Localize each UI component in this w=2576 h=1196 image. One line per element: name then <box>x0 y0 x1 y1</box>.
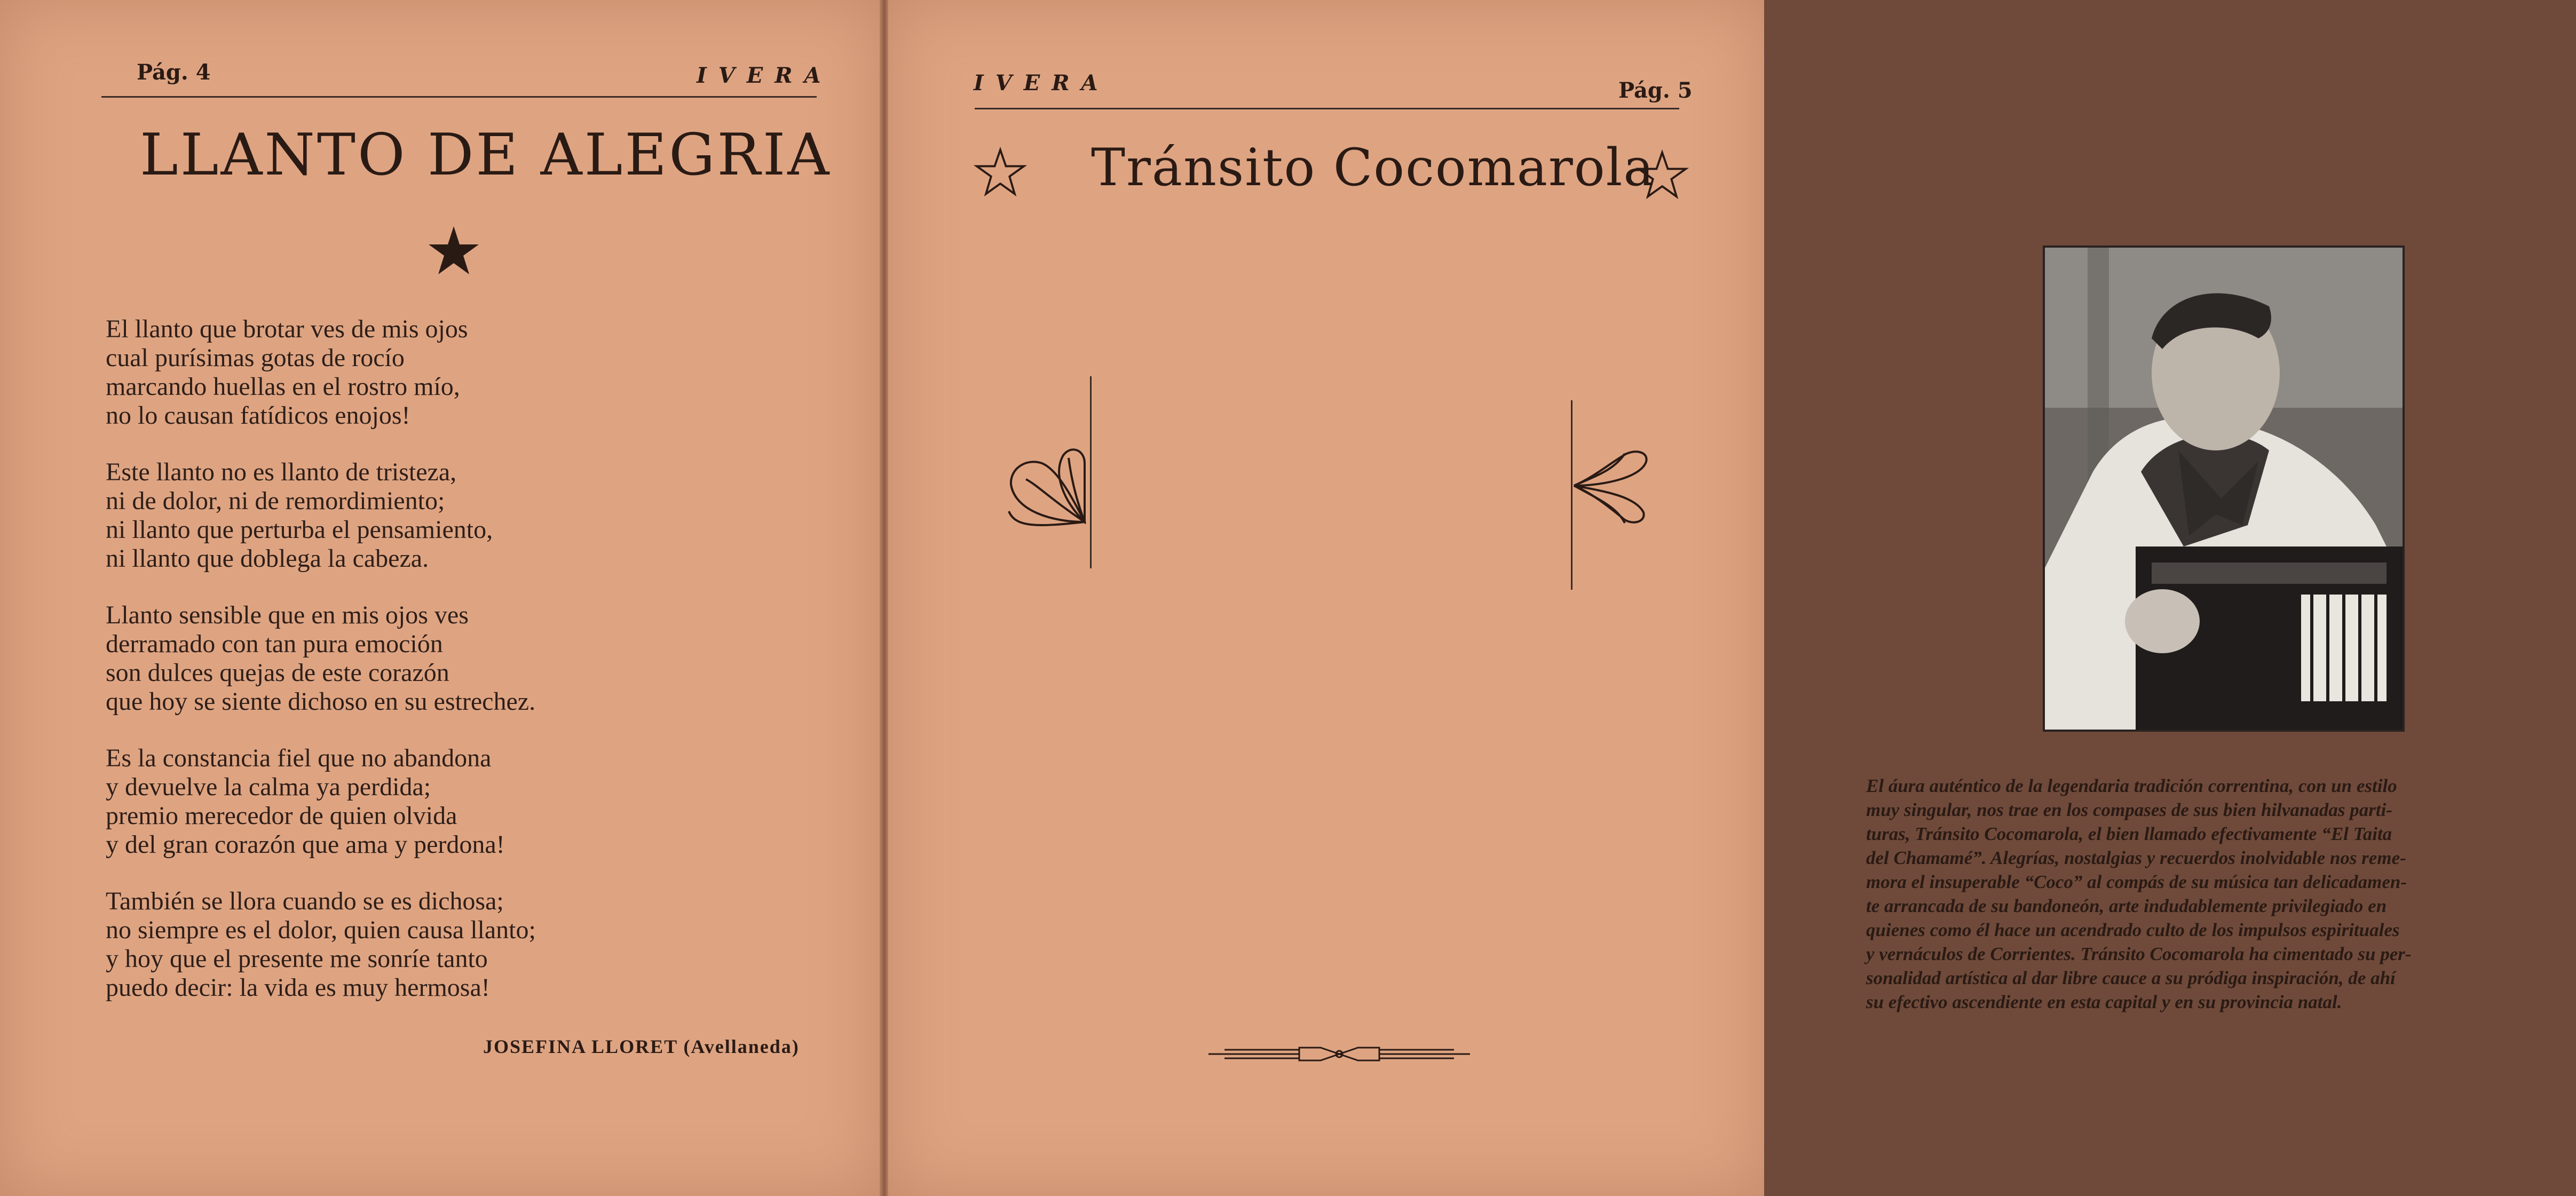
fan-ornament-icon <box>1005 442 1090 533</box>
description-line: turas, Tránsito Cocomarola, el bien llamado efectivamente “El Taita <box>1866 823 2392 844</box>
stanza <box>106 744 746 859</box>
poem-title: LLANTO DE ALEGRIA <box>140 122 832 188</box>
poem-line: puedo decir: la vida es muy hermosa! <box>106 973 490 1002</box>
header-rule-left <box>101 96 817 98</box>
right-page <box>888 0 2412 1196</box>
poem-line: no siempre es el dolor, quien causa llanto; <box>106 916 536 944</box>
poem-line: y devuelve la calma ya perdida; <box>106 773 431 801</box>
stanza <box>106 315 746 430</box>
brand-header-right: IVERA <box>974 70 1110 96</box>
description-line: muy singular, nos trae en los compases de sus bien hilvanadas parti- <box>1866 799 2392 820</box>
description-line: mora el insuperable “Coco” al compás de su música tan delicadamen- <box>1866 872 2407 892</box>
page-number-right: Pág. 5 <box>1618 78 1693 103</box>
poem-line: ni llanto que doblega la cabeza. <box>106 544 429 573</box>
fan-ornament-icon <box>1571 448 1652 528</box>
description-line: su efectivo ascendiente en esta capital y en su provincia natal. <box>1866 992 2342 1012</box>
description-line: sonalidad artística al dar libre cauce a su pródiga inspiración, de ahí <box>1866 968 2396 988</box>
profile-title: Tránsito Cocomarola <box>1091 138 1655 197</box>
page-number-left: Pág. 4 <box>137 60 211 85</box>
description-line: del Chamamé”. Alegrías, nostalgias y recuerdos inolvidable nos reme- <box>1866 848 2406 868</box>
poem-line: no lo causan fatídicos enojos! <box>106 401 410 430</box>
portrait-photo <box>2043 245 2405 732</box>
brand-header-left: IVERA <box>697 63 833 88</box>
poem-line: premio merecedor de quien olvida <box>106 802 457 830</box>
profile-description <box>1866 774 2576 1014</box>
stanza <box>106 458 746 573</box>
poem-author: JOSEFINA LLORET (Avellaneda) <box>483 1036 800 1057</box>
description-line: y vernáculos de Corrientes. Tránsito Cocomarola ha cimentado su per- <box>1866 944 2412 964</box>
stanza <box>106 601 746 716</box>
poem-line: derramado con tan pura emoción <box>106 630 443 658</box>
stanza <box>106 887 746 1002</box>
poem-line: marcando huellas en el rostro mío, <box>106 373 460 401</box>
description-line: quienes como él hace un acendrado culto de los impulsos espirituales <box>1866 920 2400 940</box>
poem-line: son dulces quejas de este corazón <box>106 659 449 687</box>
star-icon <box>974 147 1027 198</box>
description-line: El áura auténtico de la legendaria tradición correntina, con un estilo <box>1866 775 2397 796</box>
star-icon <box>1635 149 1689 201</box>
poem-line: que hoy se siente dichoso en su estrechez. <box>106 687 536 716</box>
header-rule-right <box>975 108 1679 109</box>
divider-ornament-icon <box>1208 1043 1470 1065</box>
star-icon <box>427 224 480 278</box>
poem-line: cual purísimas gotas de rocío <box>106 344 405 372</box>
vertical-rule-left <box>1090 376 1092 568</box>
description-line: te arrancada de su bandoneón, arte indudablemente privilegiado en <box>1866 896 2387 916</box>
poem-line: También se llora cuando se es dichosa; <box>106 887 504 915</box>
poem-line: El llanto que brotar ves de mis ojos <box>106 315 468 343</box>
bandoneon-player-image <box>2045 248 2403 730</box>
left-page <box>0 0 882 1196</box>
poem-line: y hoy que el presente me sonríe tanto <box>106 945 488 973</box>
poem-line: ni llanto que perturba el pensamiento, <box>106 516 493 544</box>
poem-body <box>106 315 746 1030</box>
poem-line: Es la constancia fiel que no abandona <box>106 744 492 772</box>
poem-line: ni de dolor, ni de remordimiento; <box>106 487 445 515</box>
poem-line: Este llanto no es llanto de tristeza, <box>106 458 457 486</box>
poem-line: Llanto sensible que en mis ojos ves <box>106 601 469 629</box>
poem-line: y del gran corazón que ama y perdona! <box>106 830 505 859</box>
